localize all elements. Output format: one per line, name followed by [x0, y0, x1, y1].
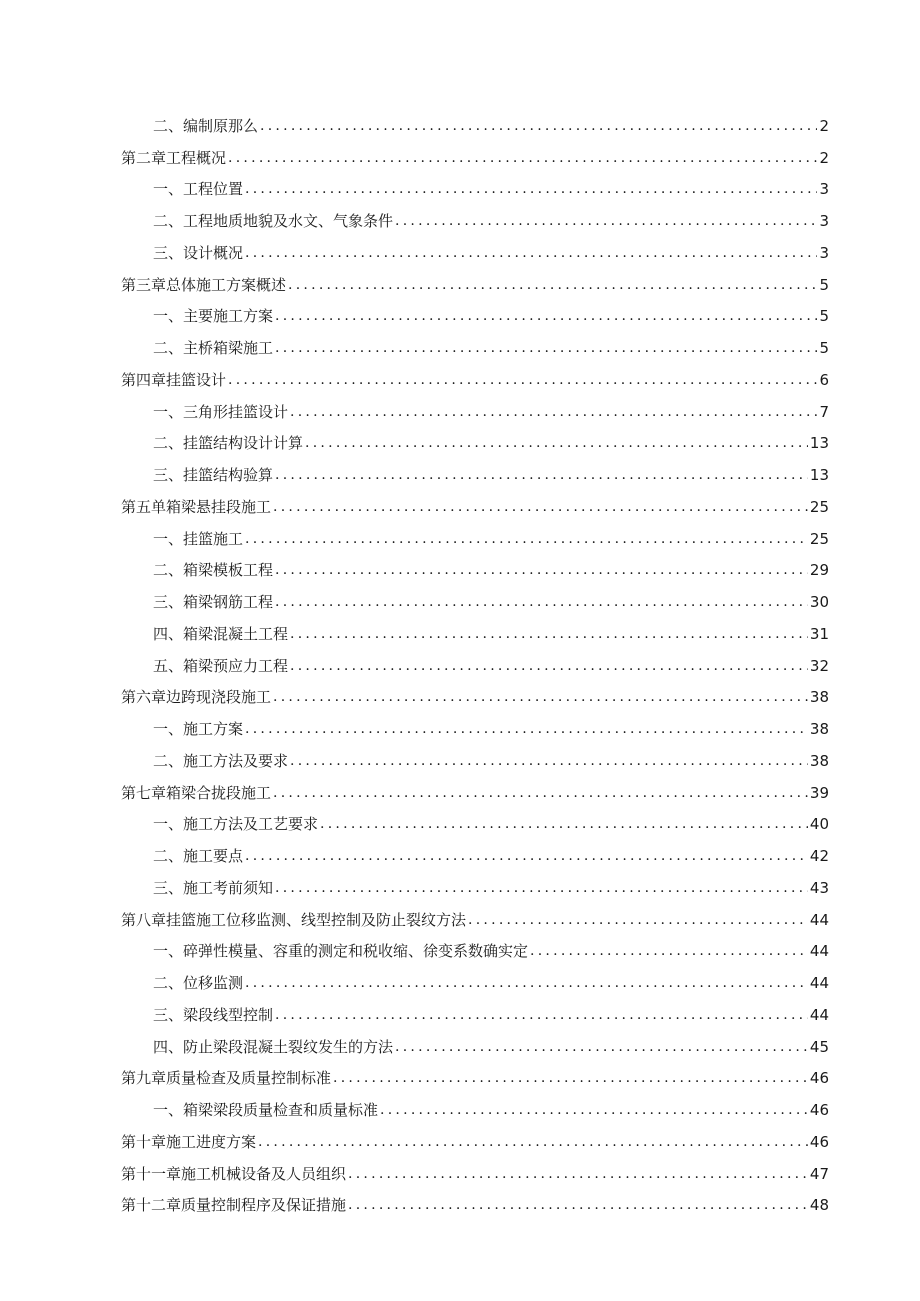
- toc-chapter-entry[interactable]: [121, 771, 829, 803]
- toc-entry-title: 第十一章施工机械设备及人员组织: [121, 1164, 347, 1183]
- toc-entry-page-number: 46: [809, 1069, 829, 1088]
- toc-dot-leader: [258, 1132, 808, 1152]
- toc-dot-leader: [320, 814, 808, 834]
- toc-entry-title: 一、工程位置: [153, 180, 244, 199]
- toc-section-entry[interactable]: [121, 295, 829, 327]
- toc-entry-page-number: 39: [809, 783, 829, 802]
- toc-section-entry[interactable]: [121, 739, 829, 771]
- toc-dot-leader: [380, 1100, 808, 1120]
- toc-section-entry[interactable]: [121, 231, 829, 263]
- toc-entry-page-number: 47: [809, 1164, 829, 1183]
- toc-section-entry[interactable]: [121, 707, 829, 739]
- toc-chapter-entry[interactable]: [121, 136, 829, 168]
- toc-entry-page-number: 30: [809, 593, 829, 611]
- toc-section-entry[interactable]: [121, 1088, 829, 1120]
- toc-dot-leader: [245, 846, 808, 866]
- toc-entry-title: 一、施工方案: [153, 720, 244, 738]
- toc-entry-title: 第十二章质量控制程序及保证措施: [121, 1196, 347, 1215]
- toc-dot-leader: [275, 306, 817, 326]
- toc-dot-leader: [348, 1164, 808, 1184]
- toc-dot-leader: [275, 878, 808, 898]
- toc-entry-page-number: 45: [809, 1037, 829, 1056]
- toc-entry-page-number: 2: [819, 148, 829, 167]
- toc-section-entry[interactable]: [121, 104, 829, 136]
- toc-entry-title: 二、施工要点: [153, 847, 244, 865]
- toc-entry-title: 一、施工方法及工艺要求: [153, 815, 319, 834]
- toc-entry-title: 第七章箱梁合拢段施工: [121, 783, 272, 802]
- toc-entry-page-number: 40: [809, 815, 829, 834]
- toc-section-entry[interactable]: [121, 930, 829, 962]
- toc-dot-leader: [260, 116, 817, 136]
- toc-section-entry[interactable]: [121, 199, 829, 231]
- toc-dot-leader: [395, 211, 817, 231]
- toc-dot-leader: [245, 243, 817, 263]
- toc-entry-page-number: 46: [809, 1132, 829, 1151]
- toc-entry-title: 三、施工考前须知: [153, 878, 274, 897]
- toc-section-entry[interactable]: [121, 866, 829, 898]
- toc-entry-title: 四、防止梁段混凝土裂纹发生的方法: [153, 1037, 394, 1056]
- toc-dot-leader: [275, 592, 808, 612]
- toc-entry-title: 三、设计概况: [153, 243, 244, 262]
- toc-section-entry[interactable]: [121, 834, 829, 866]
- toc-entry-title: 四、箱梁混凝土工程: [153, 624, 289, 643]
- toc-entry-page-number: 38: [809, 720, 829, 738]
- toc-entry-title: 第二章工程概况: [121, 148, 227, 167]
- toc-entry-page-number: 44: [809, 974, 829, 992]
- toc-dot-leader: [530, 941, 808, 961]
- toc-entry-page-number: 25: [809, 529, 829, 548]
- toc-dot-leader: [288, 275, 817, 295]
- toc-dot-leader: [468, 910, 808, 930]
- toc-chapter-entry[interactable]: [121, 1057, 829, 1089]
- toc-entry-page-number: 3: [819, 212, 829, 230]
- toc-entry-title: 二、工程地质地貌及水文、气象条件: [153, 212, 394, 230]
- toc-chapter-entry[interactable]: [121, 1120, 829, 1152]
- toc-entry-title: 二、挂篮结构设计计算: [153, 434, 304, 453]
- toc-entry-title: 第三章总体施工方案概述: [121, 275, 287, 294]
- toc-section-entry[interactable]: [121, 961, 829, 993]
- toc-section-entry[interactable]: [121, 422, 829, 454]
- toc-chapter-entry[interactable]: [121, 1152, 829, 1184]
- toc-entry-title: 第十章施工进度方案: [121, 1132, 257, 1151]
- toc-dot-leader: [275, 1005, 808, 1025]
- toc-entry-title: 二、主桥箱梁施工: [153, 339, 274, 357]
- toc-dot-leader: [290, 624, 808, 644]
- toc-section-entry[interactable]: [121, 803, 829, 835]
- toc-entry-page-number: 38: [809, 751, 829, 770]
- toc-entry-title: 第四章挂篮设计: [121, 370, 227, 389]
- toc-entry-title: 三、箱梁钢筋工程: [153, 593, 274, 611]
- toc-entry-page-number: 7: [819, 402, 829, 421]
- toc-entry-page-number: 43: [809, 878, 829, 897]
- toc-entry-page-number: 5: [819, 307, 829, 326]
- toc-entry-page-number: 44: [809, 910, 829, 929]
- toc-dot-leader: [273, 687, 808, 707]
- toc-dot-leader: [275, 465, 808, 485]
- toc-section-entry[interactable]: [121, 580, 829, 612]
- toc-dot-leader: [305, 433, 808, 453]
- toc-chapter-entry[interactable]: [121, 1184, 829, 1216]
- toc-entry-page-number: 48: [809, 1196, 829, 1215]
- toc-dot-leader: [333, 1068, 808, 1088]
- toc-entry-page-number: 3: [819, 180, 829, 199]
- toc-dot-leader: [395, 1037, 808, 1057]
- toc-entry-page-number: 44: [809, 1005, 829, 1024]
- toc-section-entry[interactable]: [121, 549, 829, 581]
- toc-entry-page-number: 44: [809, 942, 829, 961]
- toc-entry-title: 一、碎弹性模量、容重的测定和税收缩、徐变系数确实定: [153, 942, 529, 961]
- toc-entry-page-number: 5: [819, 275, 829, 294]
- toc-dot-leader: [275, 560, 808, 580]
- toc-entry-page-number: 42: [809, 847, 829, 865]
- toc-entry-title: 三、挂篮结构验算: [153, 466, 274, 484]
- toc-entry-page-number: 29: [809, 561, 829, 580]
- toc-dot-leader: [245, 719, 808, 739]
- toc-entry-title: 二、编制原那么: [153, 116, 259, 135]
- toc-entry-title: 一、三角形挂篮设计: [153, 402, 289, 421]
- toc-entry-page-number: 3: [819, 243, 829, 262]
- toc-dot-leader: [228, 370, 817, 390]
- toc-dot-leader: [245, 529, 808, 549]
- toc-section-entry[interactable]: [121, 326, 829, 358]
- toc-section-entry[interactable]: [121, 1025, 829, 1057]
- toc-entry-page-number: 31: [809, 624, 829, 643]
- toc-entry-title: 第九章质量检查及质量控制标准: [121, 1069, 332, 1088]
- toc-entry-page-number: 13: [809, 434, 829, 453]
- toc-dot-leader: [275, 338, 817, 358]
- toc-entry-title: 三、梁段线型控制: [153, 1005, 274, 1024]
- toc-section-entry[interactable]: [121, 390, 829, 422]
- toc-entry-page-number: 5: [819, 339, 829, 357]
- toc-chapter-entry[interactable]: [121, 358, 829, 390]
- toc-entry-title: 五、箱梁预应力工程: [153, 656, 289, 675]
- toc-chapter-entry[interactable]: [121, 898, 829, 930]
- toc-entry-page-number: 6: [819, 370, 829, 389]
- toc-entry-title: 一、主要施工方案: [153, 307, 274, 326]
- toc-entry-page-number: 13: [809, 466, 829, 484]
- toc-entry-title: 第五单箱梁悬挂段施工: [121, 497, 272, 516]
- toc-dot-leader: [273, 497, 808, 517]
- toc-entry-page-number: 32: [809, 656, 829, 675]
- toc-entry-title: 二、施工方法及要求: [153, 751, 289, 770]
- toc-chapter-entry[interactable]: [121, 676, 829, 708]
- table-of-contents: [121, 104, 829, 1215]
- toc-entry-title: 二、箱梁模板工程: [153, 561, 274, 580]
- toc-dot-leader: [245, 179, 817, 199]
- toc-entry-title: 二、位移监测: [153, 974, 244, 992]
- toc-dot-leader: [245, 973, 808, 993]
- toc-dot-leader: [228, 148, 817, 168]
- toc-section-entry[interactable]: [121, 993, 829, 1025]
- toc-entry-title: 第六章边跨现浇段施工: [121, 688, 272, 707]
- toc-section-entry[interactable]: [121, 168, 829, 200]
- toc-section-entry[interactable]: [121, 517, 829, 549]
- toc-chapter-entry[interactable]: [121, 263, 829, 295]
- toc-entry-page-number: 25: [809, 497, 829, 516]
- toc-section-entry[interactable]: [121, 453, 829, 485]
- toc-dot-leader: [290, 402, 817, 422]
- toc-chapter-entry[interactable]: [121, 485, 829, 517]
- toc-section-entry[interactable]: [121, 612, 829, 644]
- toc-entry-title: 一、箱梁梁段质量检查和质量标准: [153, 1101, 379, 1119]
- toc-entry-page-number: 38: [809, 688, 829, 707]
- toc-dot-leader: [290, 751, 808, 771]
- toc-entry-page-number: 46: [809, 1101, 829, 1119]
- toc-dot-leader: [273, 783, 808, 803]
- toc-entry-page-number: 2: [819, 116, 829, 135]
- toc-dot-leader: [348, 1195, 808, 1215]
- toc-entry-title: 第八章挂篮施工位移监测、线型控制及防止裂纹方法: [121, 910, 467, 929]
- toc-dot-leader: [290, 656, 808, 676]
- toc-entry-title: 一、挂篮施工: [153, 529, 244, 548]
- toc-section-entry[interactable]: [121, 644, 829, 676]
